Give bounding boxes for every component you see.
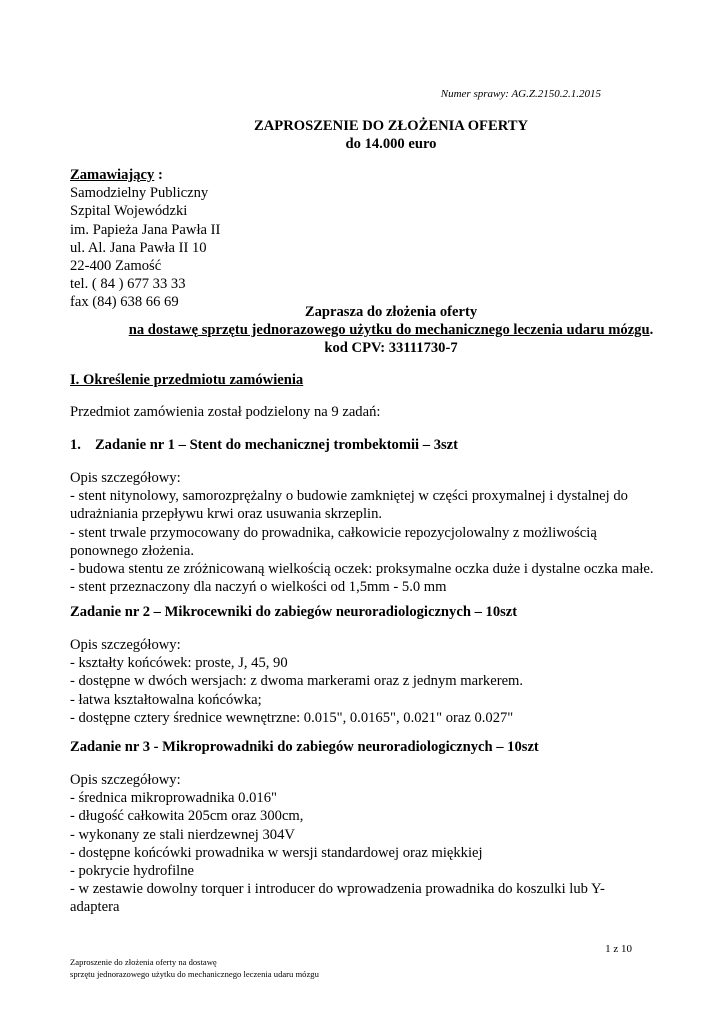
task-description bbox=[70, 469, 654, 596]
footer-line: sprzętu jednorazowego użytku do mechanicznego leczenia udaru mózgu bbox=[70, 969, 319, 979]
phone-line: tel. ( 84 ) 677 33 33 bbox=[70, 276, 186, 293]
description-line: adaptera bbox=[70, 899, 120, 916]
description-line: - dostępne w dwóch wersjach: z dwoma markerami oraz z jednym markerem. bbox=[70, 673, 524, 690]
document-title: ZAPROSZENIE DO ZŁOŻENIA OFERTY bbox=[254, 118, 528, 134]
description-line: - wykonany ze stali nierdzewnej 304V bbox=[70, 826, 295, 843]
description-line: - stent trwale przymocowany do prowadnika, całkowicie repozycjolowalny z możliwością bbox=[70, 524, 597, 541]
cpv-code: kod CPV: 33111730-7 bbox=[324, 340, 458, 356]
task-heading: Zadanie nr 3 - Mikroprowadniki do zabiegów neuroradiologicznych – 10szt bbox=[70, 739, 539, 755]
invitation-heading: Zaprasza do złożenia oferty bbox=[304, 304, 478, 320]
description-line: - pokrycie hydrofilne bbox=[70, 862, 195, 879]
task-description bbox=[70, 636, 523, 727]
description-label: Opis szczegółowy: bbox=[70, 772, 181, 788]
description-line: - stent przeznaczony dla naczyń o wielkości od 1,5mm - 5.0 mm bbox=[70, 579, 447, 596]
task-description bbox=[70, 771, 605, 917]
description-line: - stent nitynolowy, samorozprężalny o budowie zamkniętej w części proxymalnej i dystalnej do bbox=[70, 488, 628, 505]
address-line: Szpital Wojewódzki bbox=[70, 203, 188, 220]
address-line: ul. Al. Jana Pawła II 10 bbox=[70, 239, 207, 256]
page-number: 1 z 10 bbox=[605, 943, 632, 955]
description-label: Opis szczegółowy: bbox=[70, 470, 181, 486]
description-line: - dostępne cztery średnice wewnętrzne: 0.015", 0.0165", 0.021" oraz 0.027" bbox=[70, 709, 514, 726]
document-subtitle: do 14.000 euro bbox=[345, 136, 437, 152]
description-line: udrażniania przepływu krwi oraz usuwania skrzeplin. bbox=[70, 506, 383, 523]
description-line: - dostępne końcówki prowadnika w wersji standardowej oraz miękkiej bbox=[70, 844, 483, 861]
address-line: 22-400 Zamość bbox=[70, 257, 162, 274]
section-heading: I. Określenie przedmiotu zamówienia bbox=[70, 372, 304, 388]
description-line: - średnica mikroprowadnika 0.016" bbox=[70, 790, 277, 807]
address-line: im. Papieża Jana Pawła II bbox=[70, 221, 221, 238]
fax-line: fax (84) 638 66 69 bbox=[70, 294, 179, 311]
invitation-subject-text: na dostawę sprzętu jednorazowego użytku do mechanicznego leczenia udaru mózgu bbox=[128, 322, 650, 338]
task-title: Zadanie nr 1 – Stent do mechanicznej trombektomii – 3szt bbox=[94, 437, 459, 453]
description-line: - długość całkowita 205cm oraz 300cm, bbox=[70, 808, 304, 825]
footer-line: Zaproszenie do złożenia oferty na dostawę bbox=[70, 957, 217, 967]
task-number: 1. bbox=[70, 437, 81, 453]
intro-text: Przedmiot zamówienia został podzielony na 9 zadań: bbox=[70, 404, 381, 420]
case-number: Numer sprawy: AG.Z.2150.2.1.2015 bbox=[440, 88, 601, 100]
description-line: - budowa stentu ze zróżnicowaną wielkością oczek: proksymalne oczka duże i dystalne oczka małe. bbox=[70, 560, 654, 577]
invitation-subject: na dostawę sprzętu jednorazowego użytku do mechanicznego leczenia udaru mózgu. bbox=[128, 322, 654, 338]
description-line: ponownego złożenia. bbox=[70, 542, 195, 559]
contracting-authority-label: Zamawiający bbox=[70, 167, 155, 183]
description-label: Opis szczegółowy: bbox=[70, 637, 181, 653]
description-line: - łatwa kształtowalna końcówka; bbox=[70, 691, 262, 708]
address-line: Samodzielny Publiczny bbox=[70, 185, 209, 202]
description-line: - w zestawie dowolny torquer i introducer do wprowadzenia prowadnika do koszulki lub Y- bbox=[70, 881, 605, 898]
task-heading bbox=[70, 436, 458, 454]
contracting-authority-heading: Zamawiający : bbox=[70, 167, 163, 183]
task-heading: Zadanie nr 2 – Mikrocewniki do zabiegów neuroradiologicznych – 10szt bbox=[70, 604, 518, 620]
description-line: - kształty końcówek: proste, J, 45, 90 bbox=[70, 655, 288, 672]
contracting-authority bbox=[70, 166, 220, 312]
